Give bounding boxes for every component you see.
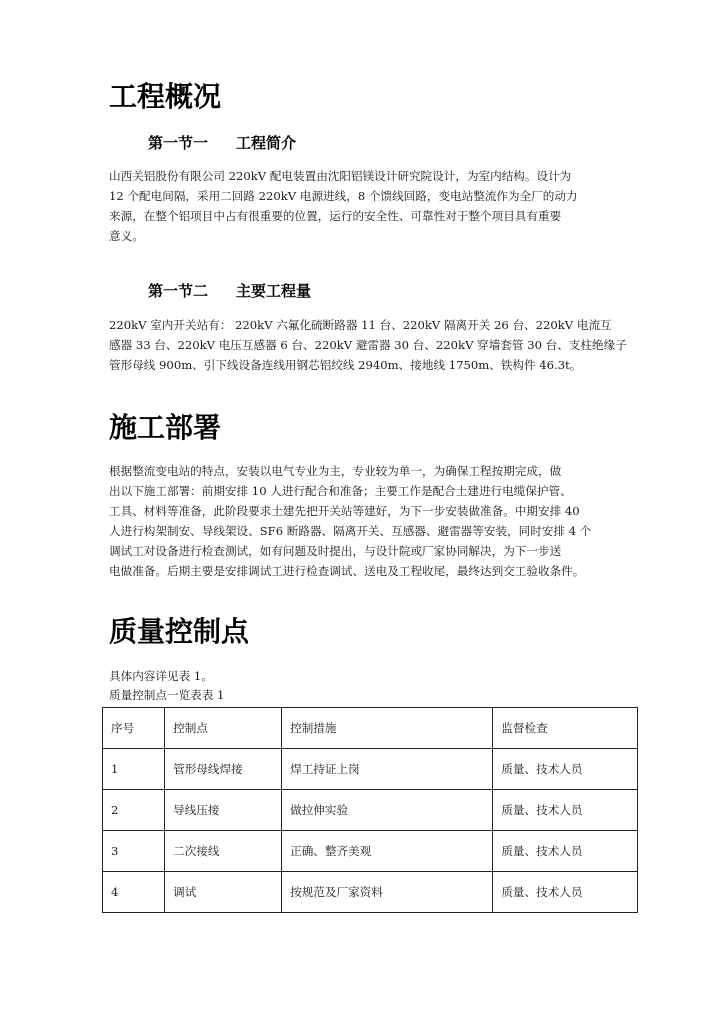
cell-measure: 按规范及厂家资料 <box>282 872 493 913</box>
paragraph-intro <box>109 166 629 246</box>
paragraph-quantities <box>109 315 629 375</box>
table-header-row <box>103 708 638 749</box>
cell-control-point: 二次接线 <box>165 831 282 872</box>
table-row <box>103 790 638 831</box>
paragraph-deployment <box>109 461 629 581</box>
cell-supervision: 质量、技术人员 <box>493 872 638 913</box>
cell-index: 3 <box>103 831 165 872</box>
subsection-number: 第一节二 <box>148 282 209 300</box>
cell-measure: 做拉伸实验 <box>282 790 493 831</box>
paragraph-line: 来源，在整个铝项目中占有很重要的位置，运行的安全性、可靠性对于整个项目具有重要 <box>109 209 562 223</box>
cell-index: 2 <box>103 790 165 831</box>
header-cell-index: 序号 <box>103 708 165 749</box>
cell-control-point: 调试 <box>165 872 282 913</box>
paragraph-line: 意义。 <box>109 229 144 243</box>
header-cell-supervision: 监督检查 <box>493 708 638 749</box>
subsection-heading-intro <box>148 133 296 153</box>
paragraph-line: 电做准备。后期主要是安排调试工进行检查调试、送电及工程收尾，最终达到交工验收条件。 <box>109 564 585 578</box>
paragraph-line: 出以下施工部署：前期安排 10 人进行配合和准备；主要工作是配合土建进行电缆保护管、 <box>109 484 572 498</box>
quality-control-table <box>102 707 638 913</box>
paragraph-line: 调试工对设备进行检查测试，如有问题及时提出，与设计院或厂家协同解决，为下一步送 <box>109 544 562 558</box>
paragraph-line: 感器 33 台、220kV 电压互感器 6 台、220kV 避雷器 30 台、220kV 穿墙套管 30 台、支柱绝缘子 <box>109 338 627 352</box>
subsection-number: 第一节一 <box>148 134 209 152</box>
cell-control-point: 导线压接 <box>165 790 282 831</box>
cell-index: 4 <box>103 872 165 913</box>
cell-measure: 正确、整齐美观 <box>282 831 493 872</box>
cell-supervision: 质量、技术人员 <box>493 749 638 790</box>
paragraph-line: 根据整流变电站的特点，安装以电气专业为主，专业较为单一，为确保工程按期完成，做 <box>109 464 562 478</box>
paragraph-line: 12 个配电间隔，采用二回路 220kV 电源进线，8 个馈线回路，变电站整流作为全厂的动力 <box>109 189 578 203</box>
cell-index: 1 <box>103 749 165 790</box>
table-caption: 质量控制点一览表表 1 <box>109 688 225 702</box>
paragraph-line: 山西关铝股份有限公司 220kV 配电装置由沈阳铝镁设计研究院设计，为室内结构。设计为 <box>109 169 572 183</box>
table-row <box>103 872 638 913</box>
table-row <box>103 831 638 872</box>
paragraph-line: 人进行构架制安、导线架设、SF6 断路器、隔离开关、互感器、避雷器等安装，同时安排 4 个 <box>109 524 592 538</box>
header-cell-control-point: 控制点 <box>165 708 282 749</box>
section-title-overview: 工程概况 <box>109 80 222 113</box>
paragraph-line: 220kV 室内开关站有： 220kV 六氟化硫断路器 11 台、220kV 隔离开关 26 台、220kV 电流互 <box>109 318 612 332</box>
subsection-heading-quantities <box>148 281 311 301</box>
paragraph-line: 工具、材料等准备，此阶段要求土建先把开关站等建好，为下一步安装做准备。中期安排 40 <box>109 504 580 518</box>
cell-control-point: 管形母线焊接 <box>165 749 282 790</box>
cell-supervision: 质量、技术人员 <box>493 790 638 831</box>
section-title-deployment: 施工部署 <box>109 411 222 444</box>
section-title-quality: 质量控制点 <box>109 615 250 648</box>
subsection-title: 工程简介 <box>236 134 297 152</box>
cell-supervision: 质量、技术人员 <box>493 831 638 872</box>
paragraph-line: 管形母线 900m、引下线设备连线用钢芯铝绞线 2940m、接地线 1750m、铁构件 46.3t。 <box>109 358 582 372</box>
table-row <box>103 749 638 790</box>
table-reference-note: 具体内容详见表 1。 <box>109 669 213 683</box>
cell-measure: 焊工持证上岗 <box>282 749 493 790</box>
subsection-title: 主要工程量 <box>236 282 312 300</box>
header-cell-measure: 控制措施 <box>282 708 493 749</box>
